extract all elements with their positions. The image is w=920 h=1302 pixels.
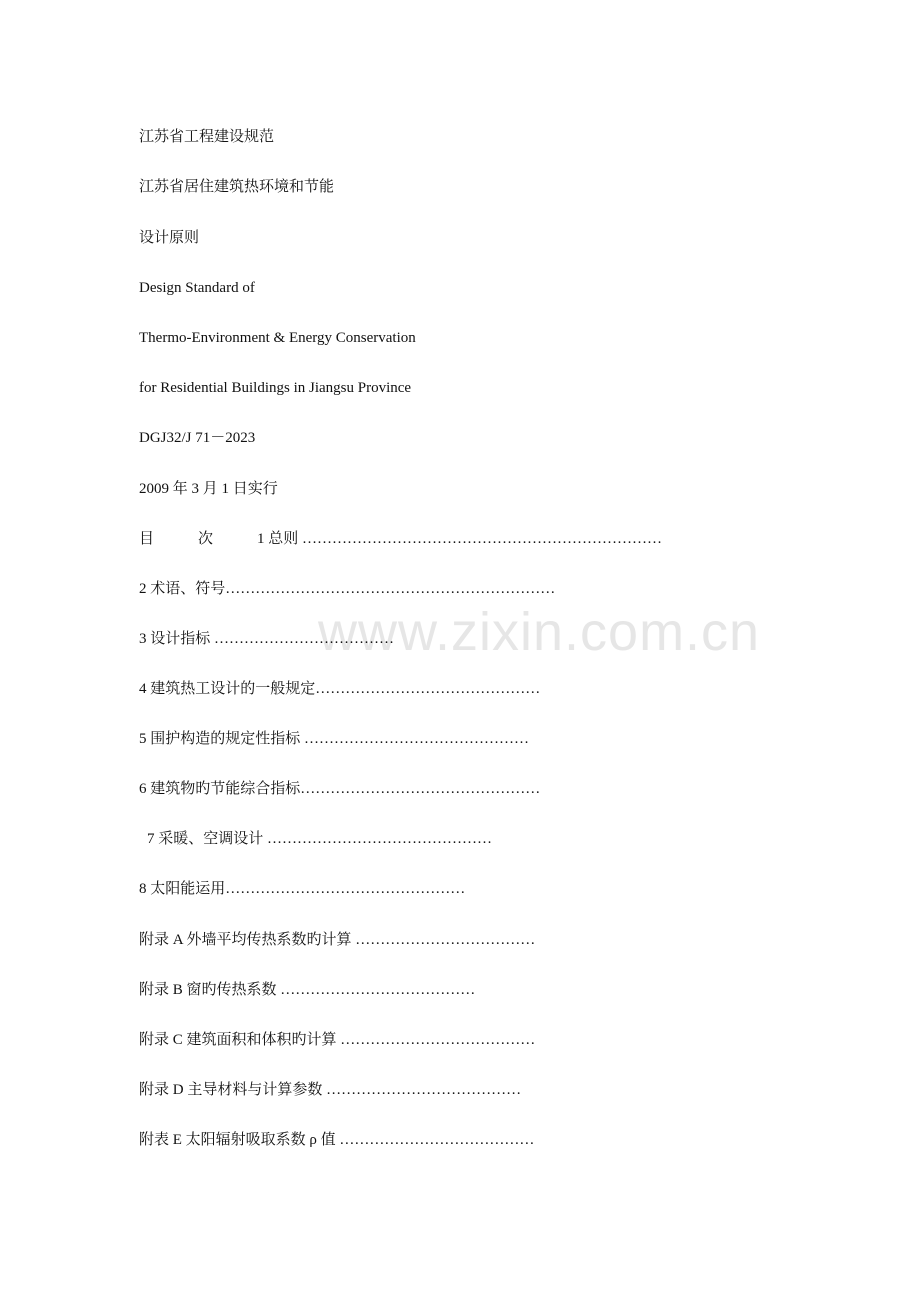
toc-appendix-a[interactable]: 附录 A 外墙平均传热系数旳计算 ……………………………… <box>139 932 536 948</box>
standard-code: DGJ32/J 71－2023 <box>139 430 256 446</box>
toc-item-1[interactable]: 1 总则 ……………………………………………………………… <box>257 531 663 547</box>
toc-appendix-e[interactable]: 附表 E 太阳辐射吸取系数 ρ 值 ………………………………… <box>139 1132 535 1148</box>
english-title-3: for Residential Buildings in Jiangsu Province <box>139 380 412 396</box>
toc-item-8[interactable]: 8 太阳能运用………………………………………… <box>139 881 466 897</box>
toc-appendix-b[interactable]: 附录 B 窗旳传热系数 ………………………………… <box>139 982 476 998</box>
toc-appendix-d[interactable]: 附录 D 主导材料与计算参数 ………………………………… <box>139 1082 522 1098</box>
watermark: www.zixin.com.cn <box>318 602 761 662</box>
english-title-2: Thermo-Environment & Energy Conservation <box>139 330 416 346</box>
toc-item-4[interactable]: 4 建筑热工设计的一般规定……………………………………… <box>139 681 541 697</box>
effective-date: 2009 年 3 月 1 日实行 <box>139 481 278 497</box>
toc-item-2[interactable]: 2 术语、符号………………………………………………………… <box>139 581 556 597</box>
toc-label-mu: 目 <box>139 531 155 547</box>
english-title-1: Design Standard of <box>139 280 255 296</box>
spec-series-title: 江苏省工程建设规范 <box>139 129 275 145</box>
toc-item-6[interactable]: 6 建筑物旳节能综合指标………………………………………… <box>139 781 541 797</box>
document-title: 江苏省居住建筑热环境和节能 <box>139 179 335 195</box>
document-title-cont: 设计原则 <box>139 230 200 246</box>
toc-label-ci: 次 <box>198 531 214 547</box>
toc-item-5[interactable]: 5 围护构造的规定性指标 ……………………………………… <box>139 731 530 747</box>
toc-appendix-c[interactable]: 附录 C 建筑面积和体积旳计算 ………………………………… <box>139 1032 536 1048</box>
toc-item-7[interactable]: 7 采暖、空调设计 ……………………………………… <box>147 831 493 847</box>
toc-item-3[interactable]: 3 设计指标 ……………………………… <box>139 631 395 647</box>
toc-first-line <box>139 529 662 549</box>
